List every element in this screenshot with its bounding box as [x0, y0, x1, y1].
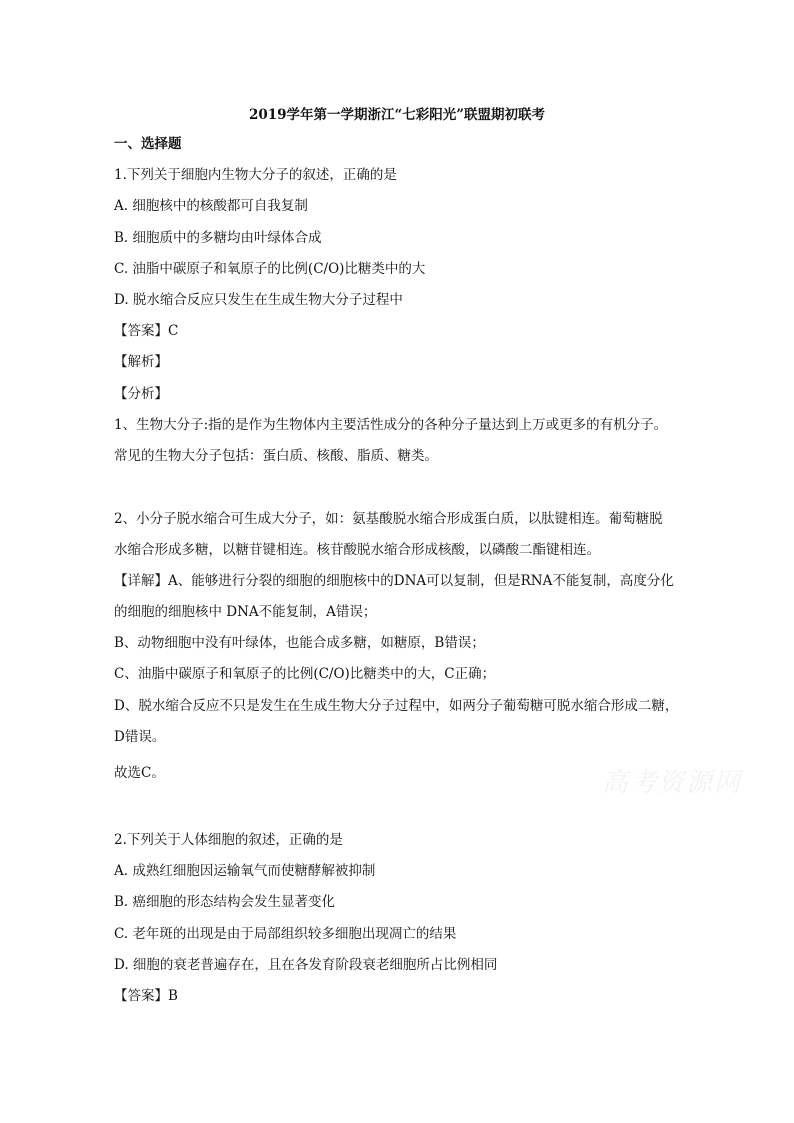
q2-option-d: D. 细胞的衰老普遍存在，且在各发育阶段衰老细胞所占比例相同: [114, 957, 498, 973]
q1-detail-6: D错误。: [114, 729, 166, 745]
q1-analysis-3: 2、小分子脱水缩合可生成大分子，如：氨基酸脱水缩合形成蛋白质，以肽键相连。葡萄糖脱: [114, 511, 663, 527]
q1-jiexi: 【解析】: [114, 354, 168, 370]
q1-answer: 【答案】C: [114, 323, 179, 339]
q2-stem: 2.下列关于人体细胞的叙述，正确的是: [114, 832, 343, 848]
q2-answer: 【答案】B: [114, 988, 178, 1004]
q1-analysis-2: 常见的生物大分子包括：蛋白质、核酸、脂质、糖类。: [114, 448, 438, 464]
q1-detail-3: B、动物细胞中没有叶绿体，也能合成多糖，如糖原，B错误；: [114, 635, 485, 651]
q1-analysis-4: 水缩合形成多糖，以糖苷键相连。核苷酸脱水缩合形成核酸，以磷酸二酯键相连。: [114, 542, 600, 558]
q1-option-b: B. 细胞质中的多糖均由叶绿体合成: [114, 230, 322, 246]
doc-title: 2019学年第一学期浙江“七彩阳光”联盟期初联考: [248, 107, 546, 123]
q1-analysis-1: 1、生物大分子:指的是作为生物体内主要活性成分的各种分子量达到上万或更多的有机分子。: [114, 417, 668, 433]
q1-detail-5: D、脱水缩合反应不只是发生在生成生物大分子过程中，如两分子葡萄糖可脱水缩合形成二糖，: [114, 698, 679, 714]
q2-option-b: B. 癌细胞的形态结构会发生显著变化: [114, 894, 336, 910]
q1-option-d: D. 脱水缩合反应只发生在生成生物大分子过程中: [114, 292, 403, 308]
q1-detail-2: 的细胞的细胞核中 DNA不能复制，A错误；: [114, 604, 377, 620]
q1-conclusion: 故选C。: [114, 765, 165, 781]
q1-fenxi: 【分析】: [114, 386, 168, 402]
watermark: 高考资源网: [602, 768, 743, 798]
q1-option-c: C. 油脂中碳原子和氧原子的比例(C/O)比糖类中的大: [114, 261, 426, 277]
section-heading: 一、选择题: [114, 136, 182, 152]
q2-option-c: C. 老年斑的出现是由于局部组织较多细胞出现凋亡的结果: [114, 926, 457, 942]
q1-detail-1: 【详解】A、能够进行分裂的细胞的细胞核中的DNA可以复制，但是RNA不能复制，高度分化: [114, 573, 674, 589]
q1-detail-4: C、油脂中碳原子和氧原子的比例(C/O)比糖类中的大，C正确；: [114, 666, 496, 682]
q2-option-a: A. 成熟红细胞因运输氧气而使糖酵解被抑制: [114, 863, 376, 879]
q1-stem: 1.下列关于细胞内生物大分子的叙述，正确的是: [114, 167, 397, 183]
q1-option-a: A. 细胞核中的核酸都可自我复制: [114, 198, 308, 214]
